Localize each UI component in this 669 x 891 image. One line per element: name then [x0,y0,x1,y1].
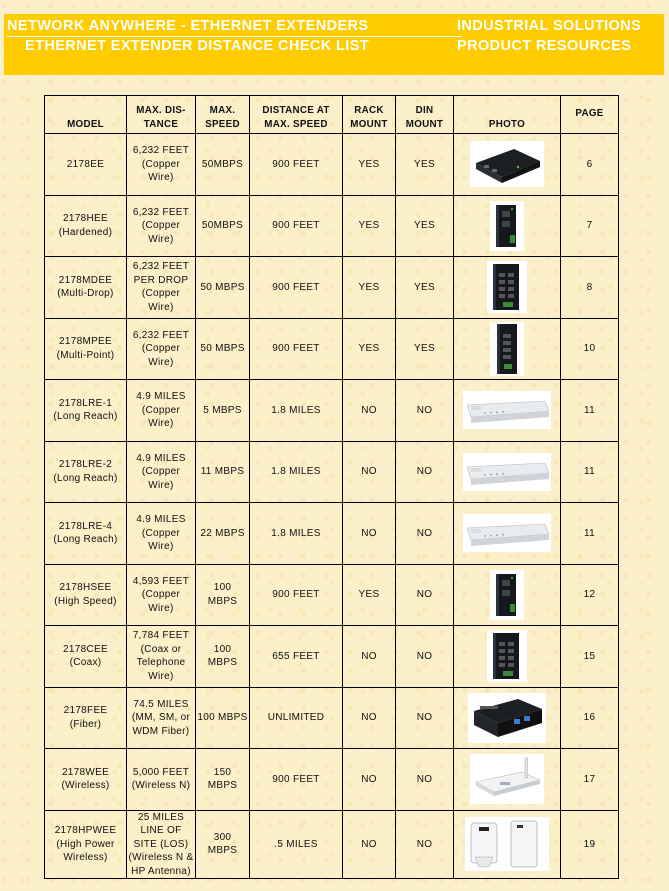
cell-max-speed [196,134,250,196]
cell-text: YES [358,281,380,293]
cell-model [45,503,127,565]
cell-text: 50MBPS [201,158,244,170]
cell-text: Wire) [148,602,174,614]
cell-model [45,441,127,503]
product-photo-icon [463,391,551,429]
cell-din-mount [396,134,454,196]
product-photo-icon [463,453,551,491]
cell-text: 50 MBPS [200,281,245,293]
cell-max-distance [127,134,196,196]
cell-model [45,380,127,442]
cell-text: 900 FEET [272,281,320,293]
cell-text: 100 MBPS [197,712,248,723]
cell-max-distance [127,626,196,688]
cell-max-distance [127,441,196,503]
extender-checklist-table [44,95,619,879]
cell-page [561,503,619,565]
cell-text: (Multi-Drop) [57,288,114,300]
cell-text: 2178MDEE [58,274,113,286]
cell-text: .5 MILES [274,838,318,850]
cell-page [561,687,619,749]
cell-photo [454,318,561,380]
table-row [45,380,619,442]
cell-text: (Copper [141,220,181,231]
cell-din-mount [396,810,454,879]
cell-text: NO [361,527,377,539]
cell-text: MBPS [207,845,238,857]
cell-max-speed [196,749,250,811]
cell-text: 11 [584,404,595,416]
cell-rack-mount [343,195,396,257]
industrial-solutions-link[interactable]: INDUSTRIAL SOLUTIONS [457,18,642,34]
cell-text: SPEED [205,118,240,130]
table-row [45,195,619,257]
cell-model [45,626,127,688]
cell-text: 6,232 FEET [132,145,190,156]
cell-distance-at-speed [250,749,343,811]
cell-model [45,749,127,811]
cell-text: 16 [583,712,596,723]
cell-rack-mount [343,564,396,626]
cell-page [561,626,619,688]
cell-page [561,749,619,811]
cell-distance-at-speed [250,380,343,442]
cell-text: 2178EE [66,158,105,170]
cell-text: NO [416,589,433,600]
cell-distance-at-speed [250,195,343,257]
col-header-photo [454,96,561,134]
cell-text: (Multi-Point) [56,349,115,361]
cell-model [45,195,127,257]
cell-text: Wire) [148,172,174,183]
cell-text: 10 [583,343,596,354]
cell-max-distance [127,380,196,442]
cell-text: 900 FEET [272,589,320,600]
cell-text: NO [361,838,377,850]
cell-text: YES [414,220,435,231]
cell-text: (Long Reach) [53,472,118,484]
cell-distance-at-speed [250,257,343,319]
cell-page [561,810,619,879]
cell-text: (Hardened) [58,226,113,238]
cell-text: (Wireless N) [131,780,191,792]
cell-text: 6 [586,158,593,170]
table-row [45,564,619,626]
cell-max-distance [127,564,196,626]
cell-model [45,564,127,626]
table-row [45,810,619,879]
cell-din-mount [396,626,454,688]
cell-text: MBPS [207,657,238,669]
cell-photo [454,380,561,442]
cell-text: YES [414,158,435,170]
cell-text: 900 FEET [272,343,320,354]
banner-title: NETWORK ANYWHERE - ETHERNET EXTENDERS [7,18,369,34]
cell-text: 5,000 FEET [132,766,190,778]
cell-text: 19 [583,838,596,850]
cell-text: (Copper [141,404,181,416]
cell-max-speed [196,626,250,688]
cell-text: Wire) [148,418,174,429]
cell-text: Wire) [148,356,174,368]
cell-text: (Copper [141,527,181,539]
cell-text: Wire) [148,301,174,313]
cell-text: 12 [583,589,596,600]
cell-text: NO [361,404,377,416]
cell-max-speed [196,441,250,503]
product-photo-icon [487,630,527,682]
cell-text: MOUNT [405,118,444,130]
cell-text: 4,593 FEET [132,575,190,587]
cell-max-distance [127,687,196,749]
cell-text: 8 [586,281,593,293]
cell-text: (Long Reach) [53,534,118,546]
cell-text: PHOTO [488,118,526,130]
product-photo-icon [490,322,524,376]
cell-text: (Copper [141,158,181,170]
cell-text: DIN [415,105,434,116]
cell-text: 2178LRE-1 [58,397,113,409]
col-header-distance-at-speed [250,96,343,134]
cell-text: 50 MBPS [200,343,245,354]
cell-text: YES [358,589,380,600]
cell-text: 17 [583,773,596,785]
cell-text: TANCE [143,118,179,130]
cell-rack-mount [343,810,396,879]
cell-text: (High Power Wireless) [56,838,115,863]
cell-page [561,318,619,380]
cell-text: YES [358,220,380,231]
cell-page [561,564,619,626]
cell-rack-mount [343,380,396,442]
cell-text: NO [361,466,377,477]
cell-text: 1.8 MILES [271,527,321,539]
cell-text: 2178LRE-2 [58,459,113,471]
cell-rack-mount [343,441,396,503]
col-header-page [561,96,619,134]
cell-text: 900 FEET [272,773,320,785]
cell-text: (Wireless N & [128,852,194,863]
product-photo-icon [487,261,527,313]
cell-text: YES [414,281,435,293]
cell-text: Telephone [136,657,186,669]
banner-subtitle: ETHERNET EXTENDER DISTANCE CHECK LIST [25,38,370,54]
cell-rack-mount [343,687,396,749]
cell-text: RACK [354,105,384,116]
cell-distance-at-speed [250,134,343,196]
cell-text: 655 FEET [272,650,320,662]
cell-text: YES [358,158,380,170]
cell-text: 6,232 FEET [132,329,190,341]
cell-text: NO [416,838,433,850]
cell-text: 1.8 MILES [271,466,321,477]
cell-text: 11 MBPS [200,466,245,477]
table-row [45,626,619,688]
cell-distance-at-speed [250,626,343,688]
table-row [45,318,619,380]
cell-distance-at-speed [250,564,343,626]
cell-text: Wire) [148,541,174,552]
cell-text: MAX. SPEED [264,118,328,130]
cell-text: 15 [583,650,596,662]
cell-text: 150 [213,766,232,778]
cell-model [45,687,127,749]
cell-din-mount [396,749,454,811]
table-row [45,687,619,749]
cell-text: 6,232 FEET [132,261,190,273]
cell-text: 4.9 MILES [136,514,186,525]
cell-rack-mount [343,749,396,811]
cell-text: YES [358,343,380,354]
cell-text: MAX. DIS- [136,105,186,116]
cell-text: 7 [586,220,593,231]
cell-text: 2178WEE [61,766,110,778]
cell-max-distance [127,195,196,257]
cell-text: SITE (LOS) [133,838,189,850]
cell-text: 2178LRE-4 [58,520,113,532]
product-photo-icon [490,570,524,620]
cell-model [45,134,127,196]
cell-text: (Fiber) [69,718,102,730]
cell-text: (Coax) [69,657,102,669]
cell-din-mount [396,503,454,565]
cell-photo [454,564,561,626]
cell-photo [454,810,561,879]
cell-text: 4.9 MILES [136,452,186,464]
cell-photo [454,503,561,565]
header-row [45,96,619,134]
cell-text: 74.5 MILES [133,698,189,710]
cell-rack-mount [343,318,396,380]
cell-photo [454,687,561,749]
cell-text: (Copper [141,343,181,354]
cell-text: NO [416,773,433,785]
cell-page [561,380,619,442]
cell-max-distance [127,503,196,565]
cell-text: 4.9 MILES [136,391,186,402]
cell-text: 6,232 FEET [132,206,190,218]
cell-distance-at-speed [250,441,343,503]
cell-rack-mount [343,134,396,196]
cell-text: 900 FEET [272,158,320,170]
cell-text: (Copper [141,589,181,600]
cell-text: DISTANCE AT [262,105,330,116]
cell-max-distance [127,810,196,879]
cell-max-speed [196,564,250,626]
table-row [45,134,619,196]
cell-text: PER DROP [133,274,189,286]
cell-text: NO [361,650,377,662]
table-row [45,441,619,503]
cell-text: PAGE [575,107,604,119]
cell-text: (MM, SM, or [131,712,191,723]
col-header-rack-mount [343,96,396,134]
cell-rack-mount [343,503,396,565]
cell-max-speed [196,503,250,565]
product-photo-icon [470,754,544,804]
cell-text: UNLIMITED [267,712,325,723]
cell-photo [454,257,561,319]
cell-model [45,810,127,879]
cell-max-speed [196,380,250,442]
cell-din-mount [396,195,454,257]
cell-text: 2178HPWEE [54,825,117,836]
cell-distance-at-speed [250,318,343,380]
product-photo-icon [465,817,549,871]
cell-text: MOUNT [350,118,388,130]
table-row [45,749,619,811]
table-row [45,257,619,319]
cell-text: 2178HEE [63,213,108,225]
product-photo-icon [490,201,524,251]
cell-din-mount [396,318,454,380]
cell-photo [454,441,561,503]
cell-max-speed [196,257,250,319]
cell-photo [454,134,561,196]
cell-text: NO [416,527,433,539]
col-header-model [45,96,127,134]
cell-page [561,441,619,503]
cell-text: MBPS [207,780,238,792]
cell-text: 100 [213,643,232,655]
product-photo-icon [468,693,546,743]
cell-text: NO [416,712,433,723]
cell-text: (Long Reach) [53,411,118,423]
cell-rack-mount [343,626,396,688]
cell-max-speed [196,810,250,879]
cell-din-mount [396,380,454,442]
cell-text: MODEL [67,118,104,130]
cell-distance-at-speed [250,687,343,749]
cell-photo [454,626,561,688]
cell-text: (Copper [141,466,181,477]
cell-text: (Copper [141,288,181,300]
cell-text: 5 MBPS [203,404,242,416]
cell-model [45,257,127,319]
header-banner [4,14,664,75]
cell-din-mount [396,564,454,626]
cell-text: MAX. [209,105,236,116]
col-header-max-speed [196,96,250,134]
product-resources-link[interactable]: PRODUCT RESOURCES [457,38,632,54]
cell-text: MBPS [207,595,238,607]
cell-max-distance [127,318,196,380]
cell-text: (High Speed) [54,595,117,607]
cell-text: 100 [213,582,232,594]
banner-rule [7,36,462,37]
cell-din-mount [396,441,454,503]
cell-max-speed [196,195,250,257]
cell-max-distance [127,749,196,811]
cell-text: 300 [213,831,232,843]
cell-din-mount [396,257,454,319]
cell-text: 22 MBPS [200,527,245,539]
cell-text: 900 FEET [272,220,320,231]
cell-text: 11 [584,527,595,539]
cell-rack-mount [343,257,396,319]
cell-text: HP Antenna) [131,865,191,877]
cell-max-speed [196,318,250,380]
product-photo-icon [470,141,544,187]
cell-text: (Coax or [140,643,182,655]
cell-photo [454,749,561,811]
col-header-din-mount [396,96,454,134]
product-photo-icon [463,514,551,552]
cell-text: Wire) [148,670,174,682]
cell-text: 2178FEE [63,705,108,717]
cell-page [561,134,619,196]
cell-text: 1.8 MILES [271,404,321,416]
cell-text: 2178MPEE [59,336,112,348]
cell-distance-at-speed [250,503,343,565]
cell-text: 11 [584,466,595,477]
cell-text: NO [361,773,377,785]
cell-text: NO [416,404,433,416]
cell-photo [454,195,561,257]
cell-max-distance [127,257,196,319]
cell-text: LINE OF [140,825,182,836]
col-header-max-distance [127,96,196,134]
cell-model [45,318,127,380]
cell-text: YES [414,343,435,354]
cell-text: 2178HSEE [59,582,112,594]
cell-text: Wire) [148,233,174,245]
cell-text: 25 MILES [137,811,185,823]
cell-text: 7,784 FEET [132,630,190,642]
cell-text: NO [416,466,433,477]
table-row [45,503,619,565]
cell-text: NO [416,650,433,662]
cell-text: WDM Fiber) [132,725,190,737]
cell-text: NO [361,712,377,723]
cell-din-mount [396,687,454,749]
cell-text: Wire) [148,479,174,491]
cell-text: 2178CEE [63,643,108,655]
cell-distance-at-speed [250,810,343,879]
cell-page [561,257,619,319]
cell-text: (Wireless) [61,780,110,792]
cell-page [561,195,619,257]
cell-max-speed [196,687,250,749]
cell-text: 50MBPS [201,220,244,231]
